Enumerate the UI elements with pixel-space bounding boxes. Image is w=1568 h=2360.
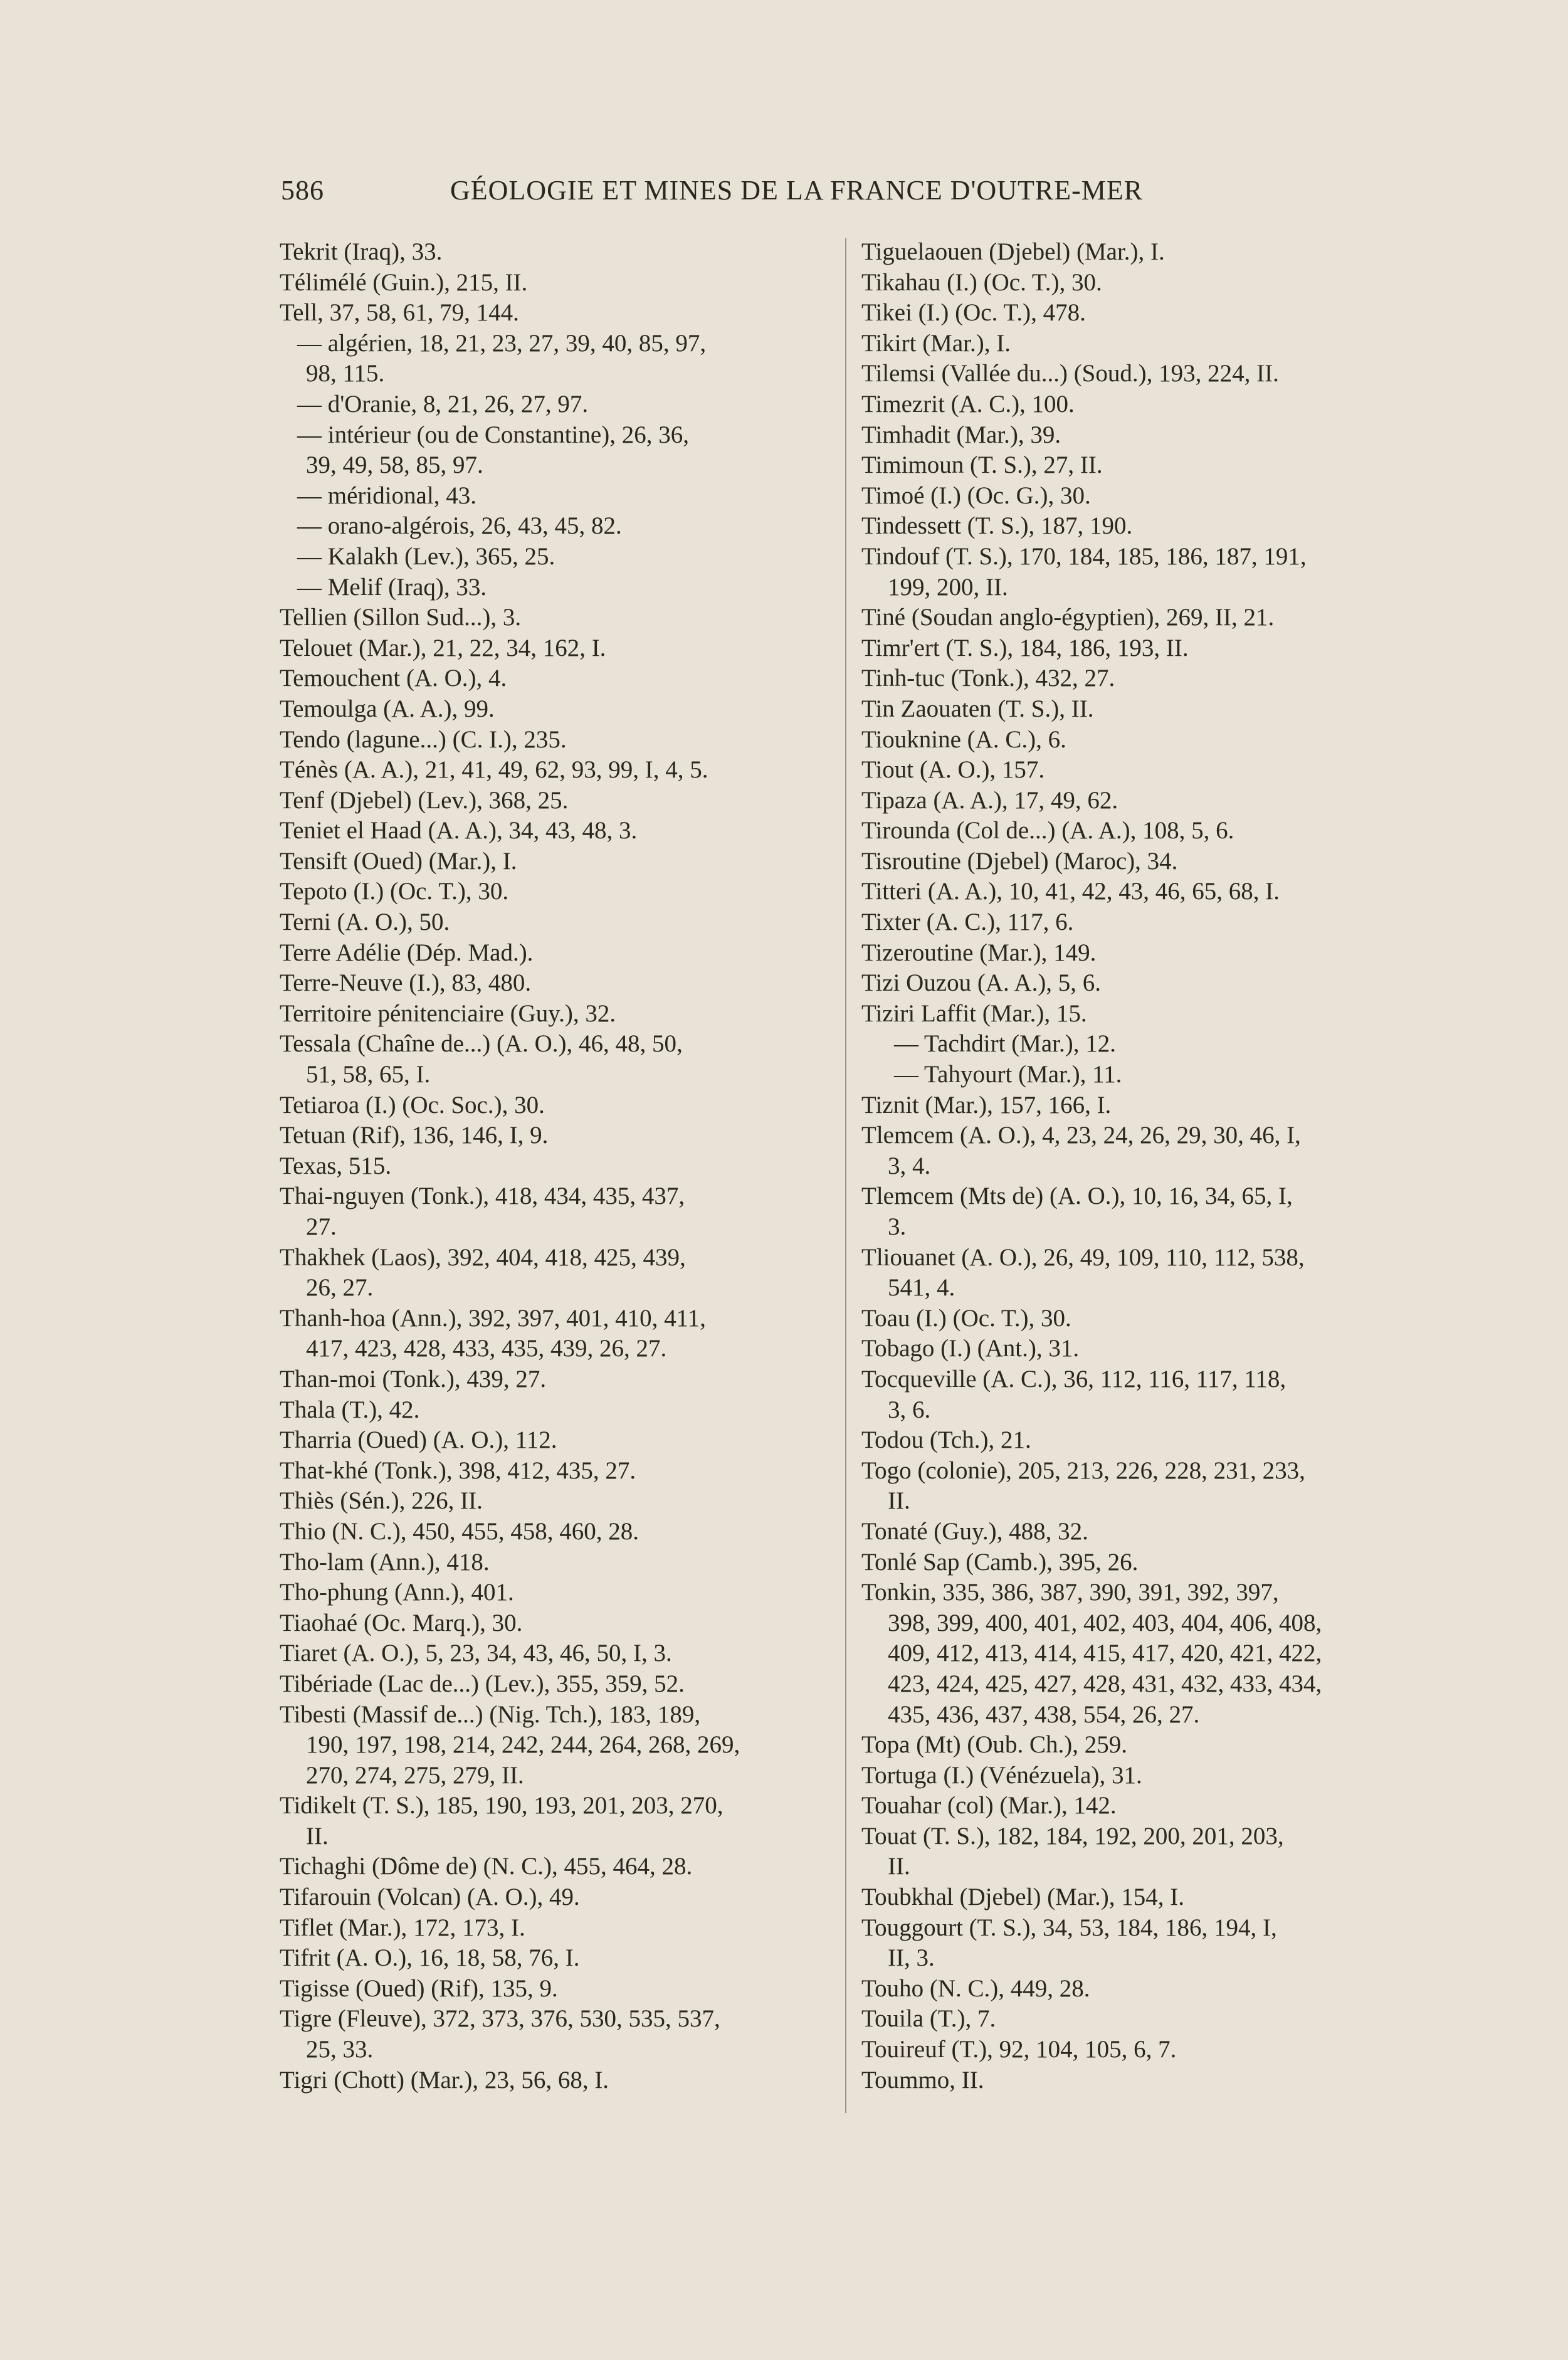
index-line: 435, 436, 437, 438, 554, 26, 27. [888,1700,1200,1728]
index-line: 417, 423, 428, 433, 435, 439, 26, 27. [306,1335,667,1362]
index-line: Texas, 515. [280,1152,392,1179]
index-line: Tixter (A. C.), 117, 6. [861,909,1074,936]
index-line: Telouet (Mar.), 21, 22, 34, 162, I. [280,634,606,661]
index-line: Terni (A. O.), 50. [280,909,450,936]
index-line: Tell, 37, 58, 61, 79, 144. [280,299,519,327]
index-line: Ténès (A. A.), 21, 41, 49, 62, 93, 99, I, 4, 5. [280,756,708,784]
page-number: 586 [281,175,324,206]
index-line: 3. [888,1213,907,1240]
index-line: Than-moi (Tonk.), 439, 27. [280,1365,547,1393]
index-line: Tocqueville (A. C.), 36, 112, 116, 117, 118, [861,1365,1286,1393]
index-line: Tiznit (Mar.), 157, 166, I. [861,1091,1112,1119]
index-line: II. [888,1853,910,1880]
index-line: Territoire pénitenciaire (Guy.), 32. [280,999,616,1027]
index-line: 27. [306,1213,337,1240]
index-line: Toummo, II. [861,2066,984,2094]
index-line: Timr'ert (T. S.), 184, 186, 193, II. [861,634,1189,661]
index-line: Thai-nguyen (Tonk.), 418, 434, 435, 437, [280,1183,685,1210]
index-line: Thakhek (Laos), 392, 404, 418, 425, 439, [280,1243,686,1271]
index-line: — Tahyourt (Mar.), 11. [894,1061,1122,1088]
index-line: Tibesti (Massif de...) (Nig. Tch.), 183, 189, [280,1700,701,1728]
index-line: Tizi Ouzou (A. A.), 5, 6. [861,969,1102,997]
index-line: 98, 115. [306,360,385,387]
index-line: — orano-algérois, 26, 43, 45, 82. [297,512,622,540]
index-line: That-khé (Tonk.), 398, 412, 435, 27. [280,1457,636,1484]
index-line: Tlemcem (A. O.), 4, 23, 24, 26, 29, 30, 46, I, [861,1122,1301,1149]
column-divider [845,238,846,2113]
index-line: — Tachdirt (Mar.), 12. [894,1030,1116,1058]
index-line: 51, 58, 65, I. [306,1061,431,1088]
index-line: Timhadit (Mar.), 39. [861,421,1061,448]
index-line: Tliouanet (A. O.), 26, 49, 109, 110, 112, 538, [861,1243,1305,1271]
index-line: Tho-phung (Ann.), 401. [280,1579,514,1606]
index-line: 199, 200, II. [888,573,1008,601]
page-header [281,174,1259,212]
index-line: Toau (I.) (Oc. T.), 30. [861,1304,1071,1332]
index-line: Touahar (col) (Mar.), 142. [861,1792,1117,1820]
index-line: Tiouknine (A. C.), 6. [861,725,1066,753]
index-line: Tigri (Chott) (Mar.), 23, 56, 68, I. [280,2066,609,2094]
index-column-right [861,237,1408,2095]
index-line: — d'Oranie, 8, 21, 26, 27, 97. [297,390,589,418]
index-line: Tiaret (A. O.), 5, 23, 34, 43, 46, 50, I, 3. [280,1640,672,1667]
index-line: Todou (Tch.), 21. [861,1426,1031,1454]
index-line: Tiflet (Mar.), 172, 173, I. [280,1914,525,1941]
index-line: Terre Adélie (Dép. Mad.). [280,939,534,966]
index-line: Tirounda (Col de...) (A. A.), 108, 5, 6. [861,817,1234,845]
index-line: Tigre (Fleuve), 372, 373, 376, 530, 535, 537, [280,2005,720,2033]
index-line: Touireuf (T.), 92, 104, 105, 6, 7. [861,2036,1177,2063]
index-line: Tensift (Oued) (Mar.), I. [280,847,517,875]
index-line: Topa (Mt) (Oub. Ch.), 259. [861,1731,1128,1759]
index-line: Tepoto (I.) (Oc. T.), 30. [280,878,509,905]
index-line: 409, 412, 413, 414, 415, 417, 420, 421, 422, [888,1640,1322,1667]
index-line: Tiguelaouen (Djebel) (Mar.), I. [861,238,1165,265]
index-line: Tharria (Oued) (A. O.), 112. [280,1426,557,1454]
index-line: 541, 4. [888,1274,955,1302]
index-line: Tin Zaouaten (T. S.), II. [861,695,1094,722]
index-line: Tekrit (Iraq), 33. [280,238,443,265]
index-line: Tisroutine (Djebel) (Maroc), 34. [861,847,1178,875]
index-line: Tindouf (T. S.), 170, 184, 185, 186, 187, 191, [861,542,1307,570]
index-line: Tiaohaé (Oc. Marq.), 30. [280,1609,523,1636]
index-line: Thanh-hoa (Ann.), 392, 397, 401, 410, 411, [280,1304,706,1332]
index-line: Touggourt (T. S.), 34, 53, 184, 186, 194, I, [861,1914,1277,1941]
index-line: Tortuga (I.) (Vénézuela), 31. [861,1761,1142,1789]
index-line: Tikei (I.) (Oc. T.), 478. [861,299,1086,327]
index-line: Tindessett (T. S.), 187, 190. [861,512,1133,540]
index-line: Touat (T. S.), 182, 184, 192, 200, 201, 203, [861,1822,1284,1850]
index-line: Tetuan (Rif), 136, 146, I, 9. [280,1122,549,1149]
index-line: Touila (T.), 7. [861,2005,996,2033]
index-line: Tho-lam (Ann.), 418. [280,1548,490,1576]
index-line: — algérien, 18, 21, 23, 27, 39, 40, 85, 97, [297,329,707,357]
index-line: Tifarouin (Volcan) (A. O.), 49. [280,1883,580,1911]
index-line: Tiné (Soudan anglo-égyptien), 269, II, 21. [861,604,1275,631]
index-line: Toubkhal (Djebel) (Mar.), 154, I. [861,1883,1184,1911]
index-line: Tonaté (Guy.), 488, 32. [861,1517,1088,1545]
index-line: Thala (T.), 42. [280,1396,420,1423]
index-line: Télimélé (Guin.), 215, II. [280,268,528,296]
index-line: Tonlé Sap (Camb.), 395, 26. [861,1548,1139,1576]
index-line: 3, 4. [888,1152,931,1179]
index-line: 423, 424, 425, 427, 428, 431, 432, 433, 434, [888,1670,1322,1697]
index-line: Tiziri Laffit (Mar.), 15. [861,999,1087,1027]
index-line: Tenf (Djebel) (Lev.), 368, 25. [280,786,569,814]
index-line: Touho (N. C.), 449, 28. [861,1974,1090,2002]
index-line: Tikahau (I.) (Oc. T.), 30. [861,268,1102,296]
index-line: Titteri (A. A.), 10, 41, 42, 43, 46, 65, 68, I. [861,878,1280,905]
index-line: Tizeroutine (Mar.), 149. [861,939,1097,966]
index-line: — Melif (Iraq), 33. [297,573,487,601]
index-line: 39, 49, 58, 85, 97. [306,451,483,479]
index-line: Tetiaroa (I.) (Oc. Soc.), 30. [280,1091,545,1119]
index-line: Tipaza (A. A.), 17, 49, 62. [861,786,1118,814]
index-line: Thio (N. C.), 450, 455, 458, 460, 28. [280,1517,639,1545]
index-line: Temoulga (A. A.), 99. [280,695,495,722]
index-line: Temouchent (A. O.), 4. [280,665,507,692]
index-line: II, 3. [888,1944,935,1972]
index-line: Tellien (Sillon Sud...), 3. [280,604,522,631]
index-line: II. [888,1487,910,1515]
index-line: Tendo (lagune...) (C. I.), 235. [280,725,567,753]
index-line: Tinh-tuc (Tonk.), 432, 27. [861,665,1115,692]
index-line: Timoé (I.) (Oc. G.), 30. [861,482,1091,509]
index-line: Tikirt (Mar.), I. [861,329,1011,357]
index-line: 270, 274, 275, 279, II. [306,1761,524,1789]
index-line: Togo (colonie), 205, 213, 226, 228, 231, 233, [861,1457,1305,1484]
index-line: 190, 197, 198, 214, 242, 244, 264, 268, 269, [306,1731,740,1759]
index-line: Timezrit (A. C.), 100. [861,390,1075,418]
index-line: Tobago (I.) (Ant.), 31. [861,1335,1080,1362]
index-line: 3, 6. [888,1396,931,1423]
index-line: Tessala (Chaîne de...) (A. O.), 46, 48, 50, [280,1030,683,1058]
index-line: Tiout (A. O.), 157. [861,756,1045,784]
index-line: Tigisse (Oued) (Rif), 135, 9. [280,1974,558,2002]
index-line: Thiès (Sén.), 226, II. [280,1487,483,1515]
index-line: Tidikelt (T. S.), 185, 190, 193, 201, 203, 270, [280,1792,723,1820]
index-line: — méridional, 43. [297,482,476,509]
index-line: 26, 27. [306,1274,374,1302]
index-column-left [280,237,826,2095]
index-line: Tilemsi (Vallée du...) (Soud.), 193, 224, II. [861,360,1279,387]
index-line: — intérieur (ou de Constantine), 26, 36, [297,421,689,448]
index-line: Timimoun (T. S.), 27, II. [861,451,1103,479]
index-line: Tichaghi (Dôme de) (N. C.), 455, 464, 28. [280,1853,693,1880]
index-line: Tonkin, 335, 386, 387, 390, 391, 392, 397, [861,1579,1279,1606]
index-line: Terre-Neuve (I.), 83, 480. [280,969,532,997]
running-title: GÉOLOGIE ET MINES DE LA FRANCE D'OUTRE-MER [450,175,1144,206]
index-line: Tibériade (Lac de...) (Lev.), 355, 359, 52. [280,1670,685,1697]
index-line: Tlemcem (Mts de) (A. O.), 10, 16, 34, 65, I, [861,1183,1293,1210]
index-line: II. [306,1822,329,1850]
index-line: 398, 399, 400, 401, 402, 403, 404, 406, 408, [888,1609,1322,1636]
index-line: 25, 33. [306,2036,374,2063]
index-line: — Kalakh (Lev.), 365, 25. [297,542,555,570]
index-line: Tifrit (A. O.), 16, 18, 58, 76, I. [280,1944,580,1972]
index-line: Teniet el Haad (A. A.), 34, 43, 48, 3. [280,817,638,845]
